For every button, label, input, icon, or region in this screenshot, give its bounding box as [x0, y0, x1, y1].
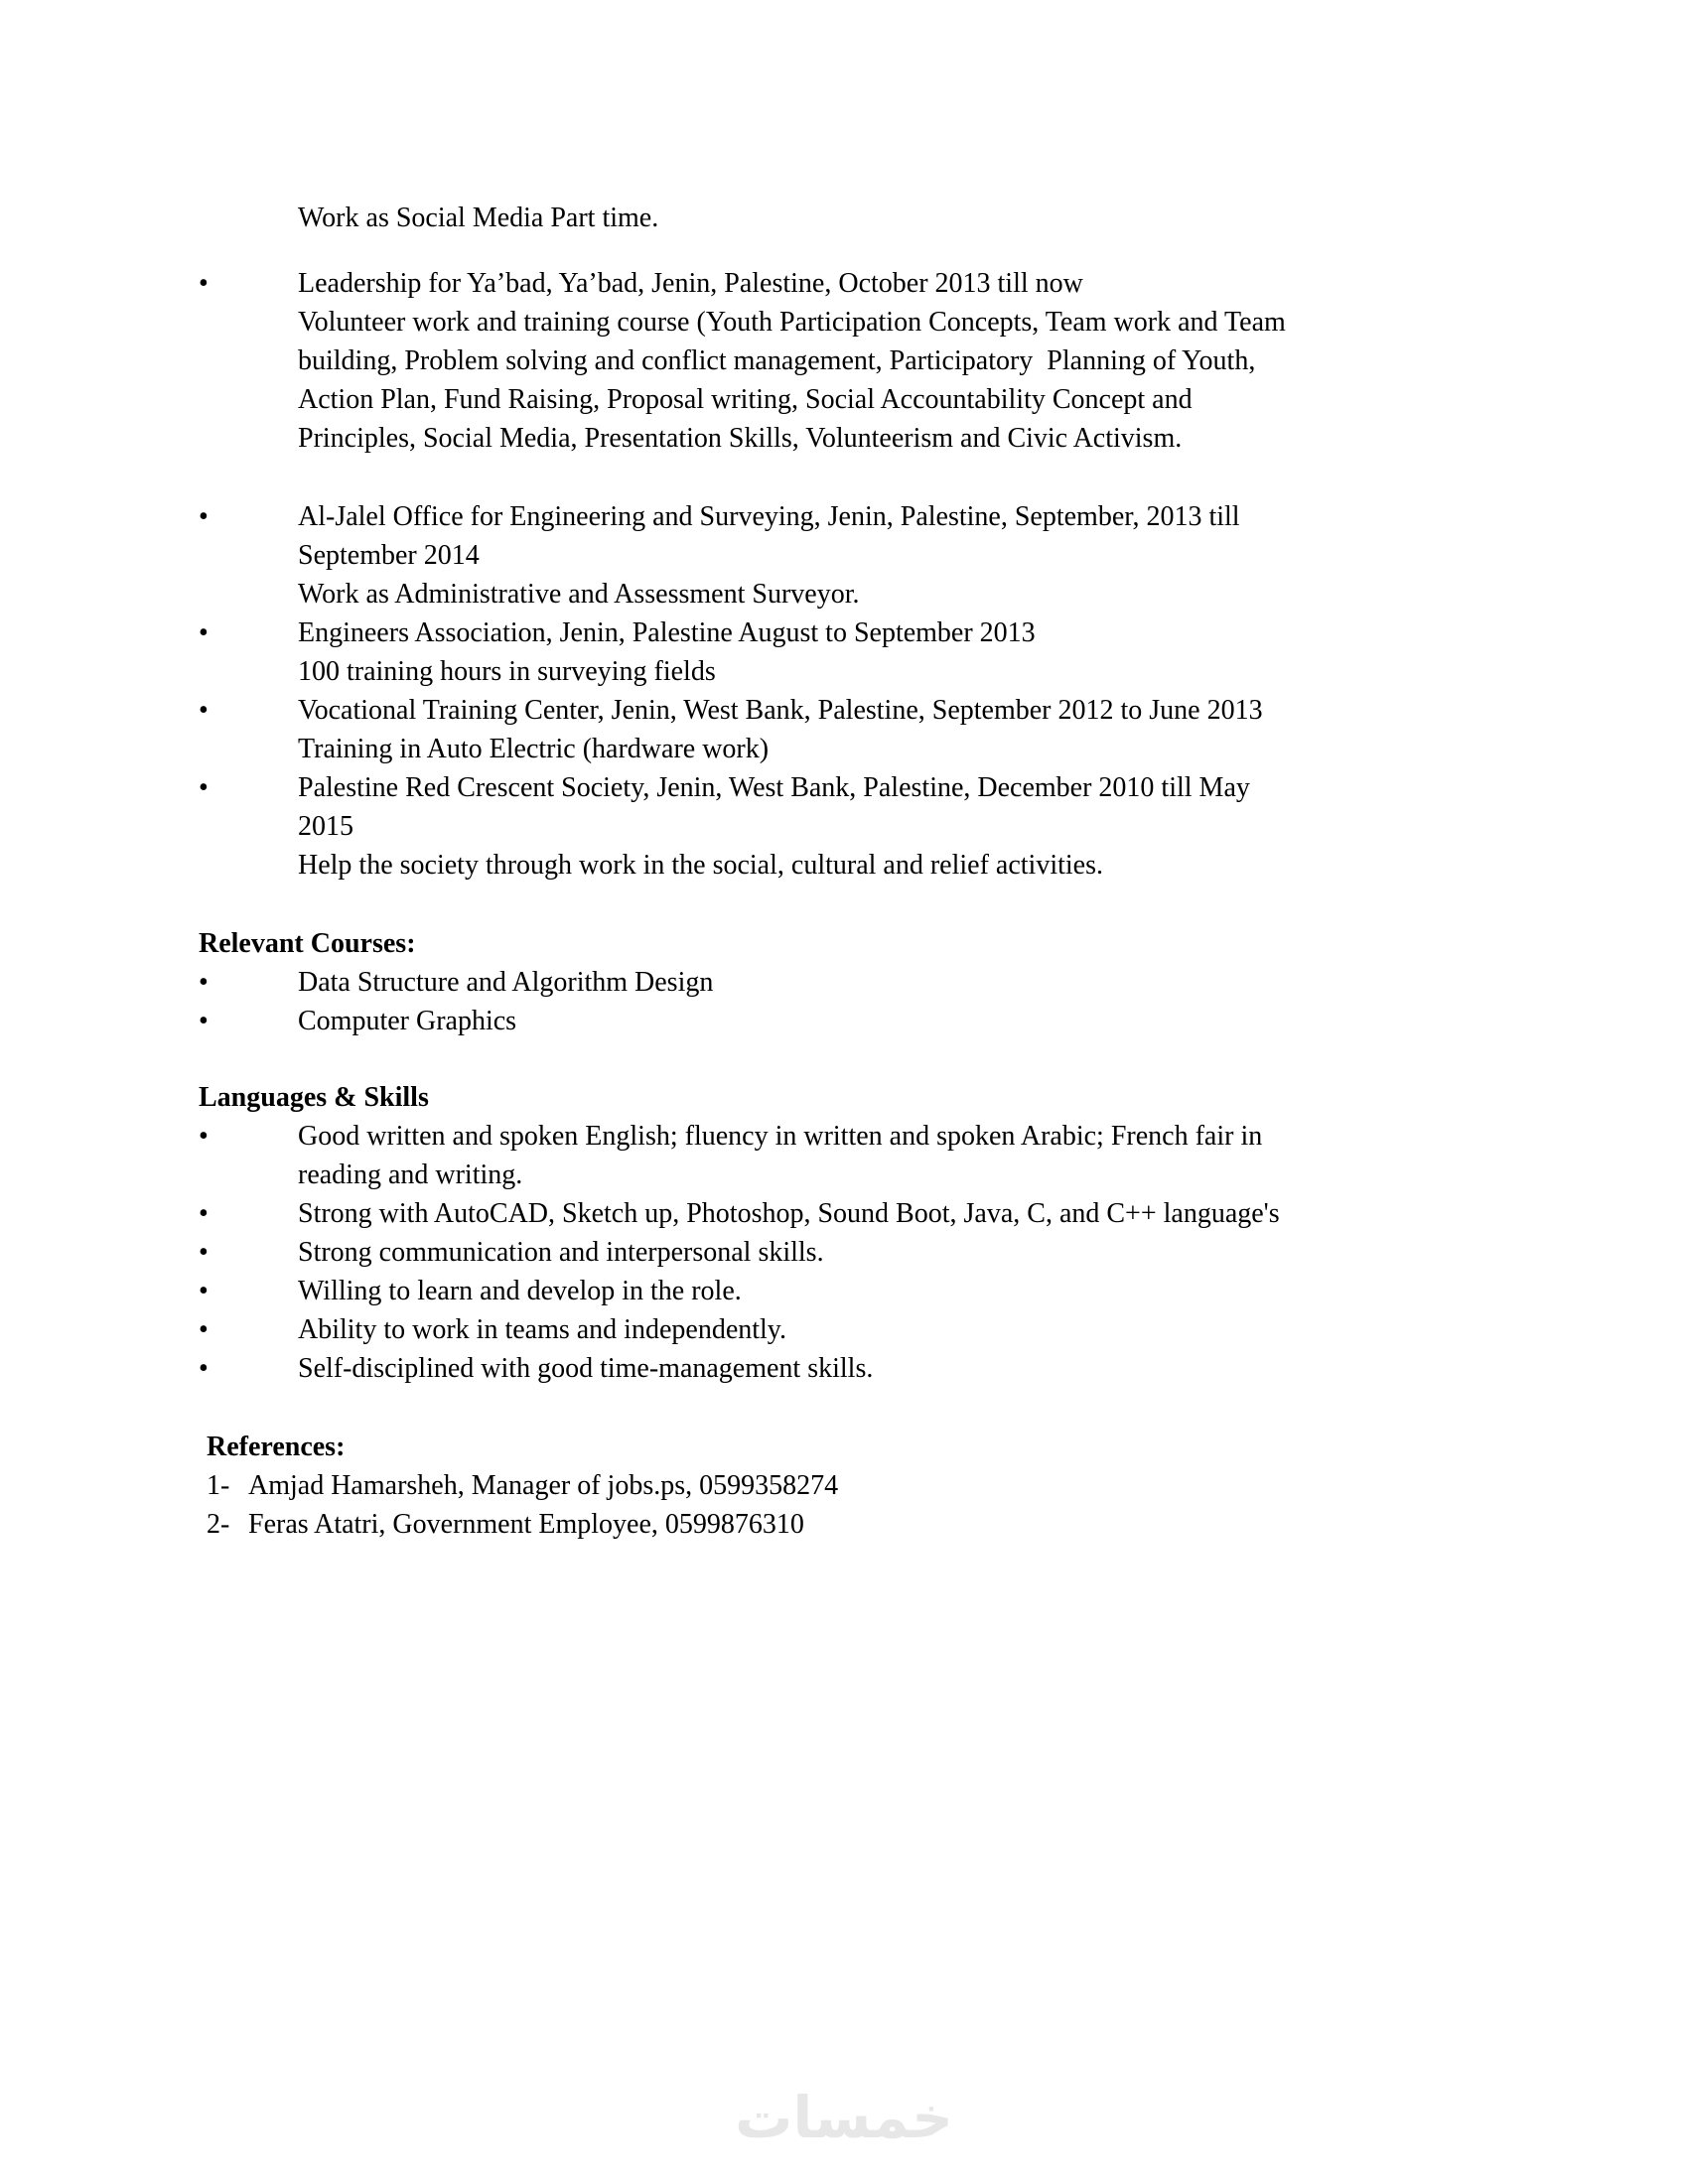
experience-line: Leadership for Ya’bad, Ya’bad, Jenin, Palestine, October 2013 till now [298, 268, 1083, 299]
bullet-icon: • [199, 617, 209, 648]
bullet-icon: • [199, 501, 209, 532]
reference-text: Feras Atatri, Government Employee, 0599876310 [248, 1509, 804, 1540]
bullet-icon: • [199, 1198, 209, 1229]
skill-line: reading and writing. [298, 1160, 523, 1190]
experience-line: Volunteer work and training course (Youth Participation Concepts, Team work and Team [298, 307, 1286, 338]
bullet-icon: • [199, 967, 209, 998]
languages-skills-heading: Languages & Skills [199, 1082, 429, 1113]
skill-item [199, 1194, 1569, 1233]
experience-line: Action Plan, Fund Raising, Proposal writing, Social Accountability Concept and [298, 384, 1193, 415]
bullet-icon: • [199, 772, 209, 803]
experience-item-text [298, 497, 1569, 614]
experience-line: 100 training hours in surveying fields [298, 656, 716, 687]
skill-item [199, 1233, 1569, 1272]
experience-item-text [298, 264, 1569, 458]
skill-item [199, 1272, 1569, 1310]
relevant-courses-list [199, 963, 1569, 1040]
references-section [207, 1428, 1569, 1544]
skill-line: Good written and spoken English; fluency in written and spoken Arabic; French fair in [298, 1121, 1263, 1152]
bullet-icon: • [199, 1237, 209, 1268]
experience-line: building, Problem solving and conflict management, Participatory Planning of Youth, [298, 345, 1256, 376]
content-area [199, 199, 1569, 1544]
experience-item-text [298, 768, 1569, 885]
skill-line: Ability to work in teams and independently. [298, 1314, 786, 1345]
experience-item-leadership [199, 264, 1569, 458]
skill-line: Self-disciplined with good time-management skills. [298, 1353, 874, 1384]
bullet-icon: • [199, 1006, 209, 1036]
experience-line: Vocational Training Center, Jenin, West Bank, Palestine, September 2012 to June 2013 [298, 695, 1263, 726]
khamsat-watermark: خمسات [735, 2084, 953, 2151]
references-heading: References: [207, 1432, 346, 1462]
experience-line: September 2014 [298, 540, 480, 571]
relevant-courses-heading: Relevant Courses: [199, 928, 416, 959]
course-item [199, 963, 1569, 1002]
experience-line: 2015 [298, 811, 353, 842]
reference-item [207, 1466, 1569, 1505]
skill-item [199, 1117, 1569, 1194]
skill-item [199, 1310, 1569, 1349]
bullet-icon: • [199, 695, 209, 726]
skill-item [199, 1349, 1569, 1388]
skill-line: Strong communication and interpersonal skills. [298, 1237, 824, 1268]
experience-line: Palestine Red Crescent Society, Jenin, West Bank, Palestine, December 2010 till May [298, 772, 1250, 803]
bullet-icon: • [199, 268, 209, 299]
reference-number: 2- [207, 1509, 230, 1540]
experience-item-al-jalel [199, 497, 1569, 614]
bullet-icon: • [199, 1353, 209, 1384]
experience-line: Al-Jalel Office for Engineering and Surveying, Jenin, Palestine, September, 2013 till [298, 501, 1240, 532]
experience-item-text [298, 691, 1569, 768]
experience-item-vocational-training [199, 691, 1569, 768]
experience-item-text [298, 614, 1569, 691]
bullet-icon: • [199, 1314, 209, 1345]
skill-line: Strong with AutoCAD, Sketch up, Photoshop, Sound Boot, Java, C, and C++ language's [298, 1198, 1280, 1229]
experience-item-red-crescent [199, 768, 1569, 885]
experience-line: Training in Auto Electric (hardware work) [298, 734, 770, 764]
course-label: Computer Graphics [298, 1006, 517, 1036]
languages-skills-list [199, 1117, 1569, 1388]
reference-text: Amjad Hamarsheh, Manager of jobs.ps, 0599358274 [248, 1470, 839, 1501]
experience-item-engineers-association [199, 614, 1569, 691]
experience-line: Help the society through work in the social, cultural and relief activities. [298, 850, 1103, 881]
course-label: Data Structure and Algorithm Design [298, 967, 714, 998]
course-item [199, 1002, 1569, 1040]
reference-item [207, 1505, 1569, 1544]
experience-line: Principles, Social Media, Presentation Skills, Volunteerism and Civic Activism. [298, 423, 1183, 454]
experience-line: Work as Administrative and Assessment Surveyor. [298, 579, 860, 610]
intro-continuation-line: Work as Social Media Part time. [298, 203, 659, 233]
bullet-icon: • [199, 1121, 209, 1152]
reference-number: 1- [207, 1470, 230, 1501]
experience-list [199, 264, 1569, 885]
skill-line: Willing to learn and develop in the role. [298, 1276, 742, 1306]
experience-line: Engineers Association, Jenin, Palestine August to September 2013 [298, 617, 1036, 648]
bullet-icon: • [199, 1276, 209, 1306]
